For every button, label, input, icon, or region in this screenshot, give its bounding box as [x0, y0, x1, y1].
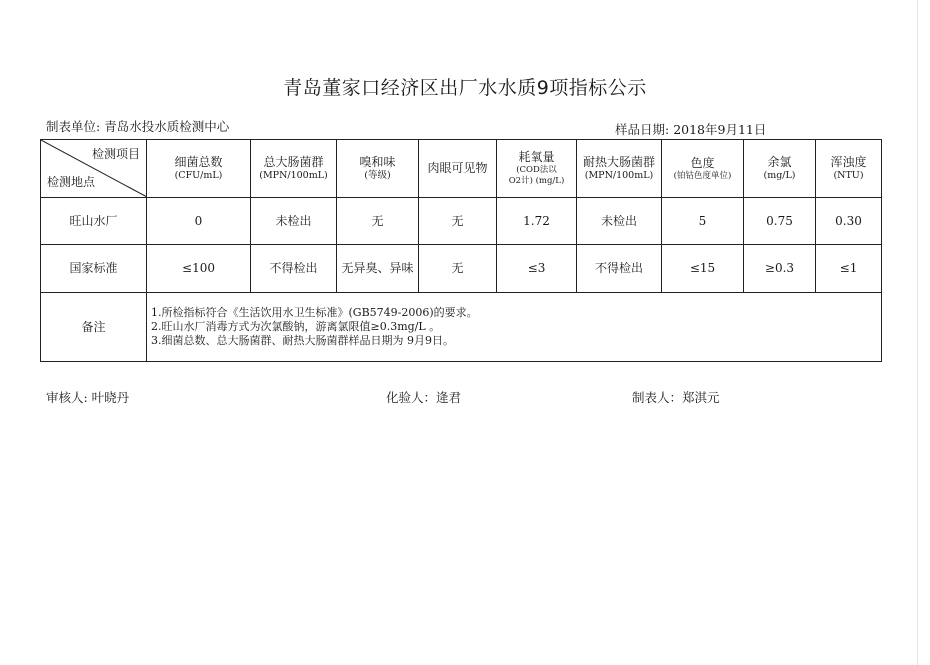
- note-line: 1.所检指标符合《生活饮用水卫生标准》(GB5749-2006)的要求。: [151, 306, 478, 320]
- header-name: 总大肠菌群: [263, 155, 324, 170]
- table-row: [41, 198, 882, 245]
- header-unit: (mg/L): [763, 170, 796, 182]
- table-cell: 未检出: [577, 198, 662, 245]
- header-unit: (COD法以: [516, 165, 557, 176]
- corner-top-label: 检测项目: [91, 147, 140, 161]
- table-cell: 不得检出: [251, 245, 337, 293]
- corner-bottom-label: 检测地点: [47, 175, 96, 189]
- notes-row: [41, 293, 882, 362]
- table-cell: ≤1: [816, 245, 882, 293]
- table-cell: 无异臭、异味: [337, 245, 419, 293]
- maker-signature: 制表人：郑淇元: [632, 390, 720, 405]
- table-cell: ≤15: [662, 245, 744, 293]
- header-name: 浑浊度: [830, 155, 867, 170]
- table-cell: ≥0.3: [744, 245, 816, 293]
- table-cell: 无: [419, 198, 497, 245]
- row-label: 旺山水厂: [41, 198, 147, 245]
- issuing-unit: [46, 117, 229, 135]
- table-cell: 0.30: [816, 198, 882, 245]
- water-quality-table: [40, 139, 882, 362]
- table-cell: ≤3: [497, 245, 577, 293]
- header-name: 余氯: [767, 155, 792, 170]
- table-row: [41, 245, 882, 293]
- header-coliform: [251, 140, 337, 198]
- header-row: [41, 140, 882, 198]
- table-cell: 0.75: [744, 198, 816, 245]
- header-unit: (MPN/100mL): [259, 170, 328, 182]
- header-unit: (等级): [364, 170, 391, 182]
- corner-header-cell: [41, 140, 147, 198]
- header-unit: (铂钴色度单位): [673, 170, 732, 181]
- header-unit: (CFU/mL): [174, 170, 223, 182]
- header-color: [662, 140, 744, 198]
- sample-date: [615, 120, 766, 138]
- table-cell: 1.72: [497, 198, 577, 245]
- note-line: 3.细菌总数、总大肠菌群、耐热大肠菌群样品日期为 9月9日。: [151, 333, 454, 347]
- header-residual-chlorine: [744, 140, 816, 198]
- tester-signature: 化验人：逄君: [386, 390, 462, 405]
- table-cell: 不得检出: [577, 245, 662, 293]
- header-name: 色度: [690, 155, 715, 170]
- table-cell: 未检出: [251, 198, 337, 245]
- notes-label: 备注: [41, 293, 147, 362]
- header-oxygen-consumption: [497, 140, 577, 198]
- header-name: 细菌总数: [174, 155, 223, 170]
- header-name: 肉眼可见物: [427, 161, 488, 175]
- sample-date-label: 样品日期:: [615, 122, 670, 137]
- sample-date-value: 2018年9月11日: [673, 122, 767, 137]
- header-visible-matter: [419, 140, 497, 198]
- note-line: 2.旺山水厂消毒方式为次氯酸钠，游离氯限值≥0.3mg/L 。: [151, 320, 441, 334]
- table-cell: 无: [337, 198, 419, 245]
- table-cell: 5: [662, 198, 744, 245]
- row-label: 国家标准: [41, 245, 147, 293]
- notes-content: [147, 293, 882, 362]
- reviewer-signature: 审核人: 叶晓丹: [46, 390, 130, 405]
- header-name: 嗅和味: [359, 155, 396, 170]
- header-unit-2: O2计) (mg/L): [508, 176, 565, 186]
- header-name: 耗氧量: [518, 150, 555, 165]
- header-odor: [337, 140, 419, 198]
- table-cell: 无: [419, 245, 497, 293]
- header-bacteria: [147, 140, 251, 198]
- header-name: 耐热大肠菌群: [582, 155, 655, 170]
- issuing-unit-label: 制表单位:: [46, 119, 101, 134]
- table-cell: ≤100: [147, 245, 251, 293]
- header-unit: (NTU): [833, 170, 864, 182]
- header-turbidity: [816, 140, 882, 198]
- header-thermo-coliform: [577, 140, 662, 198]
- header-unit: (MPN/100mL): [584, 170, 654, 182]
- issuing-unit-value: 青岛水投水质检测中心: [104, 119, 230, 134]
- page-title: 青岛董家口经济区出厂水水质9项指标公示: [283, 77, 647, 99]
- table-cell: 0: [147, 198, 251, 245]
